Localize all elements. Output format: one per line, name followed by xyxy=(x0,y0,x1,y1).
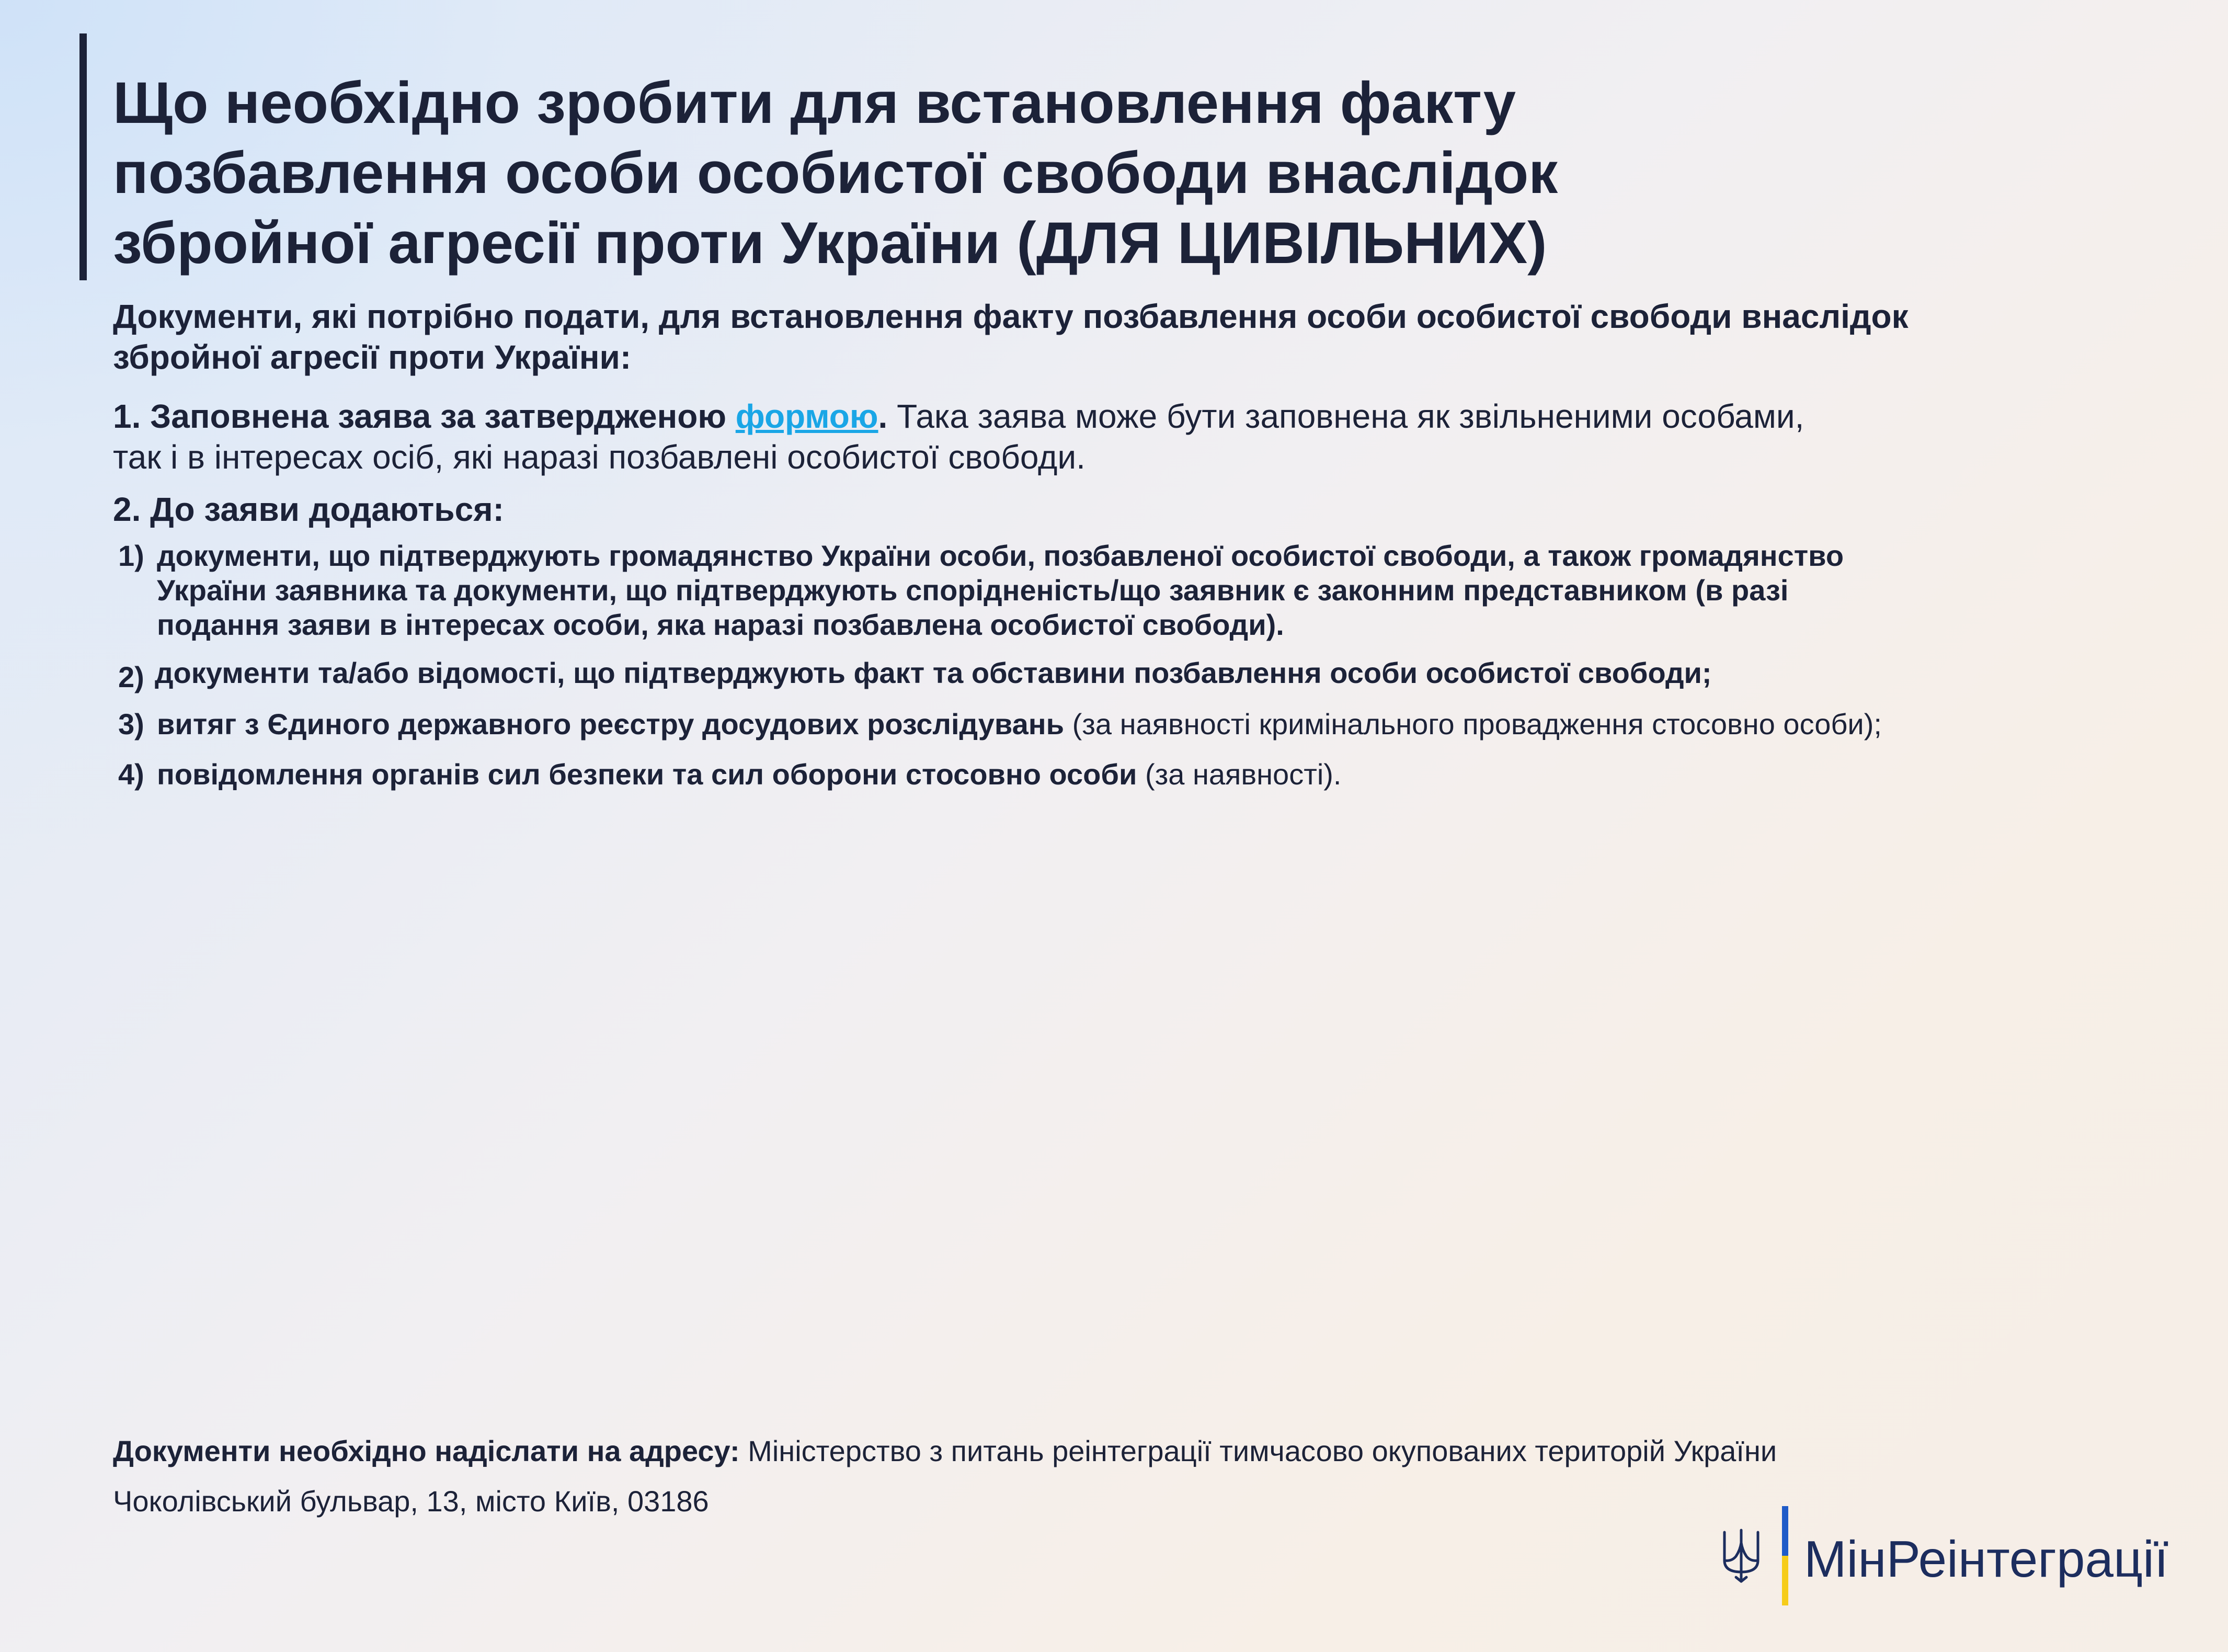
item-1-number: 1. xyxy=(113,397,141,435)
intro-line-2: збройної агресії проти України: xyxy=(113,338,632,376)
subitem-1-line-3: подання заяви в інтересах особи, яка наразі позбавлена особистої свободи). xyxy=(157,608,1284,641)
item-1-text-1: Така заява може бути заповнена як звільненими особами, xyxy=(897,397,1804,435)
subitem-2-text xyxy=(155,656,2142,690)
item-1-line-1 xyxy=(113,396,2152,437)
intro-line-1: Документи, які потрібно подати, для встановлення факту позбавлення особи особистої свободи внаслідок xyxy=(113,298,1909,335)
item-1-dot: . xyxy=(878,397,888,435)
item-1-line-2: так і в інтересах осіб, які наразі позбавлені особистої свободи. xyxy=(113,438,1086,476)
footer-recipient-name: Міністерство з питань реінтеграції тимчасово окупованих територій України xyxy=(739,1434,1777,1467)
title-line-1: Що необхідно зробити для встановлення факту xyxy=(113,70,1516,135)
subitem-2-number: 2) xyxy=(118,660,144,693)
title-line-2: позбавлення особи особистої свободи внаслідок xyxy=(113,140,1558,206)
subitem-4-bold: повідомлення органів сил безпеки та сил оборони стосовно особи xyxy=(157,758,1137,791)
subitem-4-number: 4) xyxy=(118,758,144,791)
footer-label: Документи необхідно надіслати на адресу: xyxy=(113,1434,740,1467)
trident-icon xyxy=(1720,1527,1762,1585)
subitem-2-line-1: документи та/або відомості, що підтверджують факт та обставини позбавлення особи особистої свободи; xyxy=(155,656,1712,689)
item-1-bold-text: Заповнена заява за затвердженою xyxy=(150,397,726,435)
subitem-3-number: 3) xyxy=(118,708,144,740)
subitem-4-text xyxy=(157,757,2144,792)
item-1-application xyxy=(113,396,2152,477)
title-accent-bar xyxy=(79,33,87,280)
item-2-heading: 2. До заяви додаються: xyxy=(113,491,504,528)
footer-address: Чоколівський бульвар, 13, місто Київ, 03186 xyxy=(113,1485,709,1518)
subitem-3-text xyxy=(157,707,2144,742)
intro-text xyxy=(113,296,2152,378)
subitem-1-line-1: документи, що підтверджують громадянство України особи, позбавленої особистої свободи, а також громадянство xyxy=(157,539,1844,572)
subitem-4-regular: (за наявності). xyxy=(1137,758,1342,791)
subitem-1-line-2: України заявника та документи, що підтверджують спорідненість/що заявник є законним представником (в разі xyxy=(157,574,1789,607)
ministry-logo xyxy=(1720,1506,2191,1611)
flag-stripe xyxy=(1782,1506,1788,1605)
subitem-3-bold: витяг з Єдиного державного реєстру досудових розслідувань xyxy=(157,708,1065,740)
logo-wordmark: МінРеінтеграції xyxy=(1804,1530,2169,1588)
subitem-3-regular: (за наявності кримінального провадження стосовно особи); xyxy=(1064,708,1882,740)
subitem-1-text xyxy=(157,539,2144,642)
footer-recipient xyxy=(113,1433,1777,1469)
page-title xyxy=(113,68,2048,278)
subitem-1-number: 1) xyxy=(118,539,144,572)
form-link[interactable]: формою xyxy=(735,397,878,435)
title-line-3: збройної агресії проти України (ДЛЯ ЦИВІЛЬНИХ) xyxy=(113,210,1547,276)
